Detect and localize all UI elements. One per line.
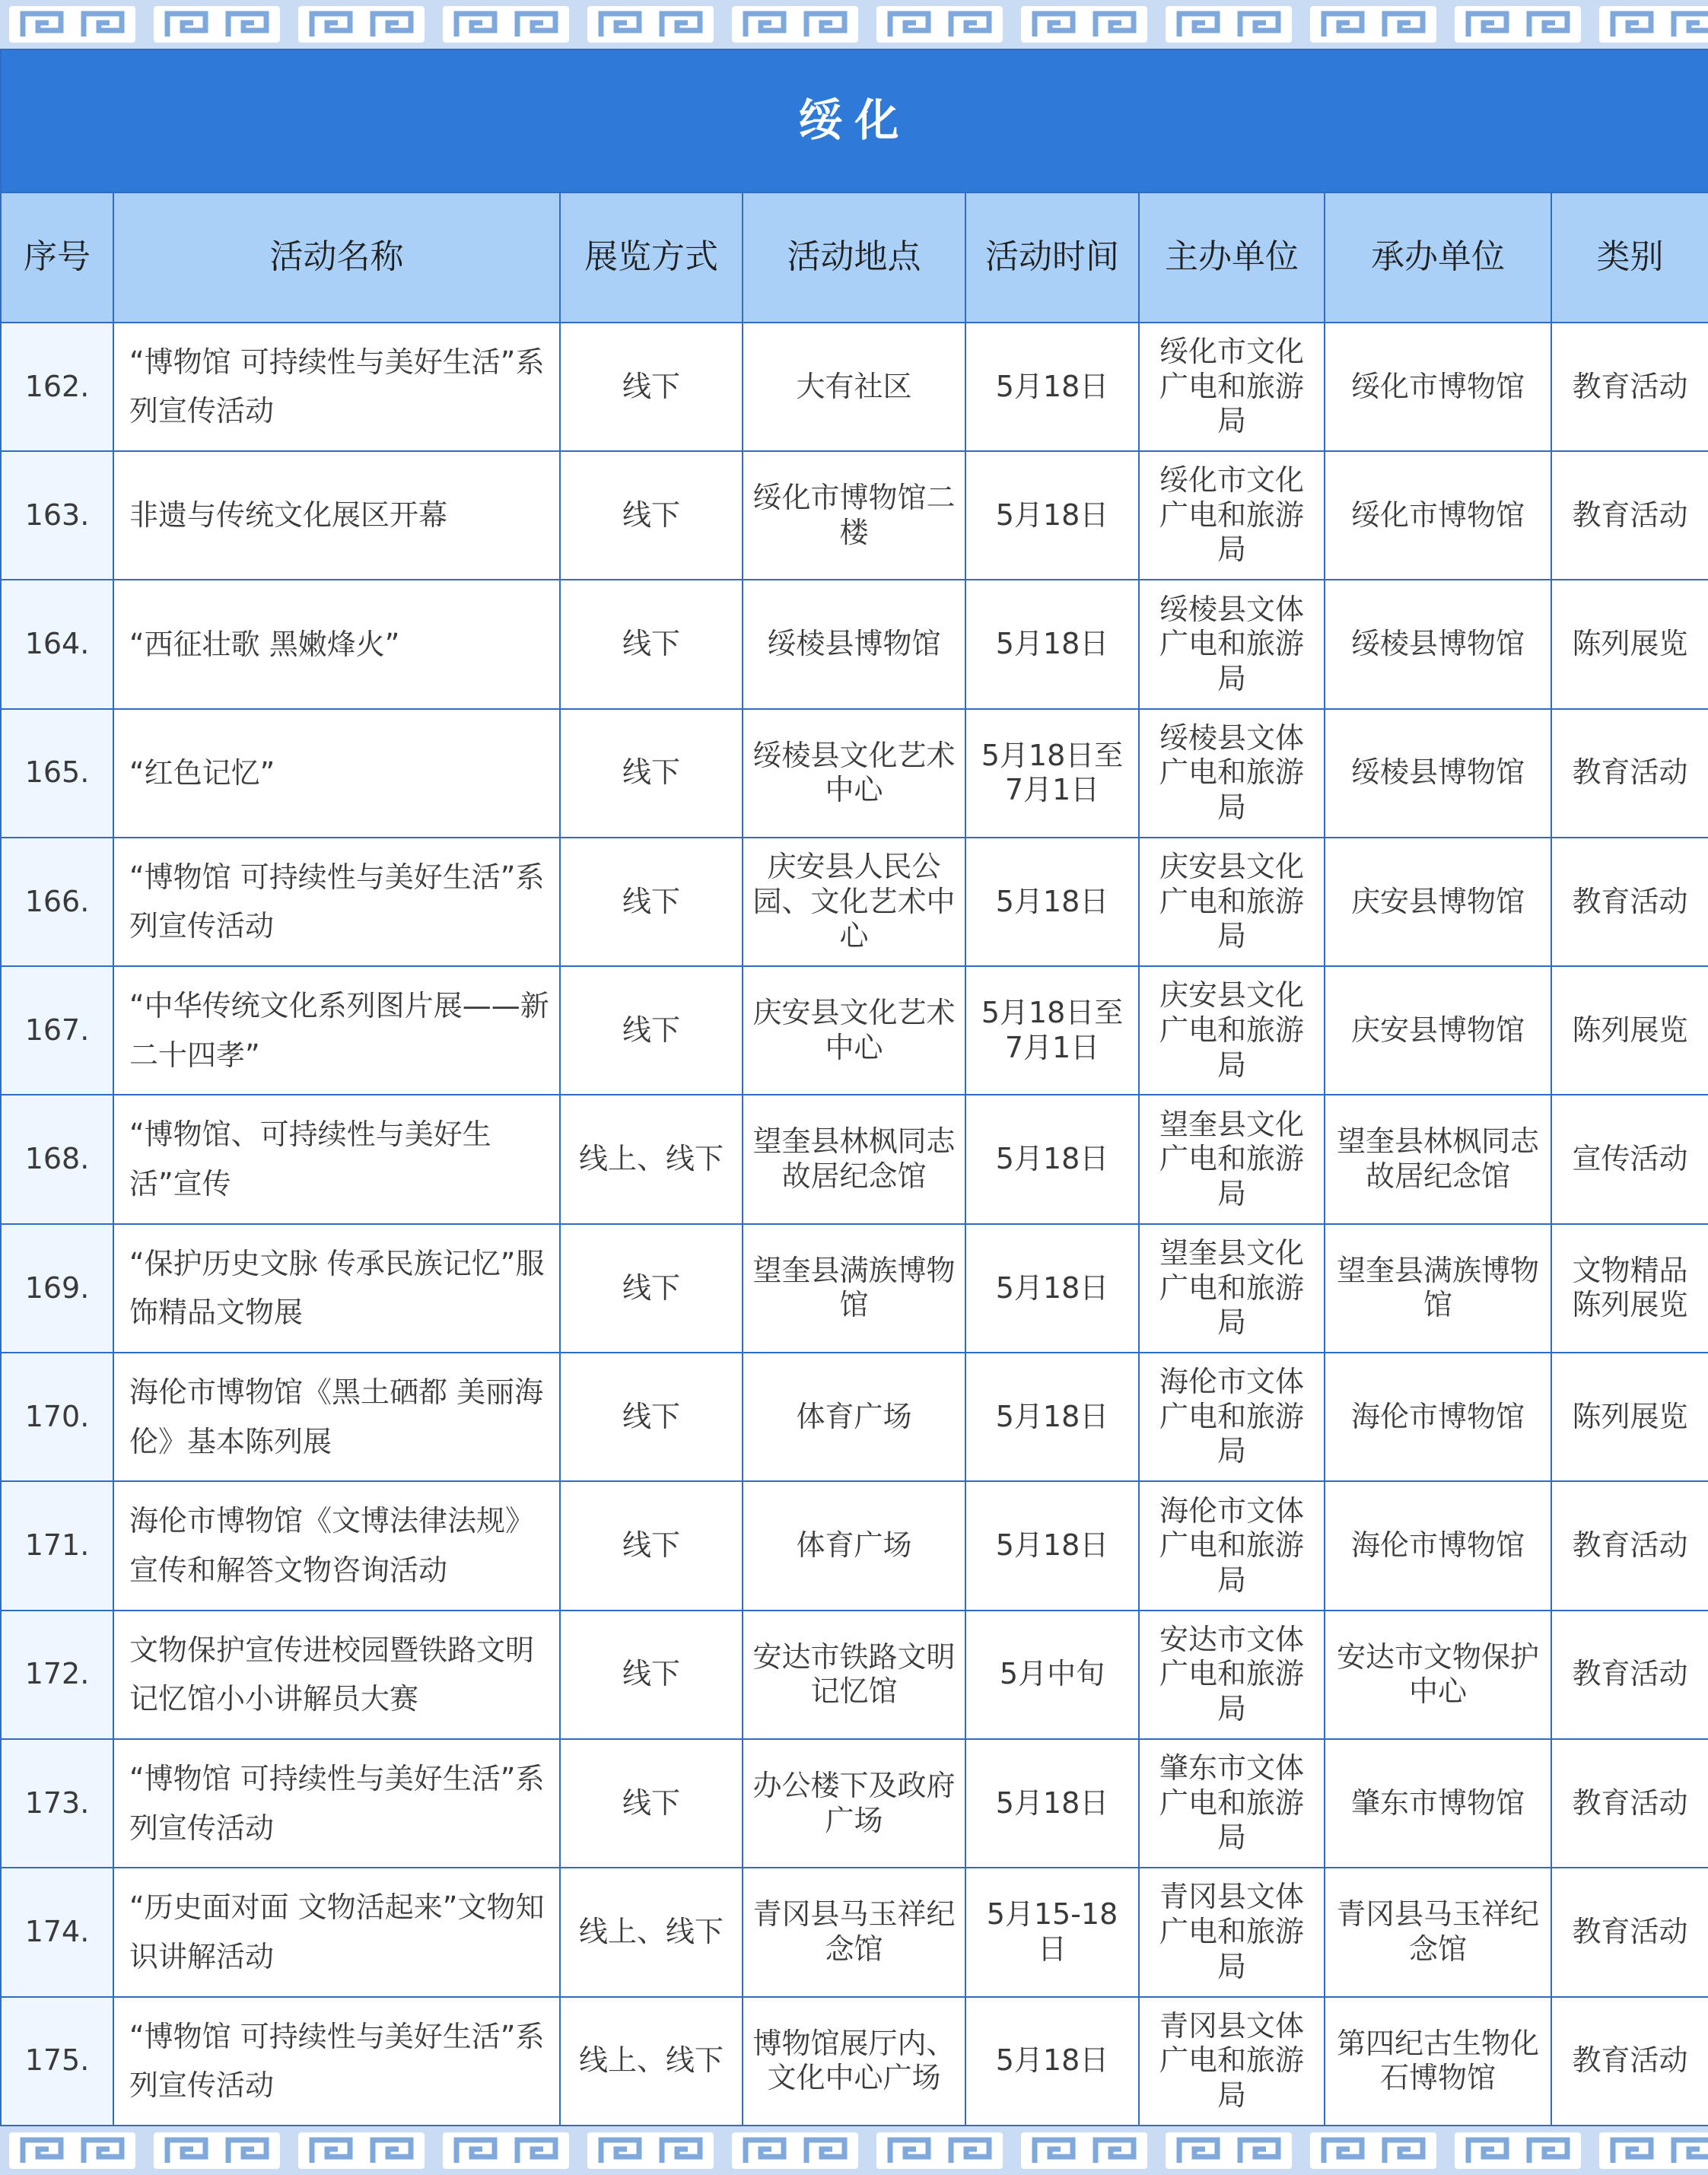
cell-number: 165. — [1, 709, 113, 838]
cell-organizer: 海伦市博物馆 — [1325, 1353, 1551, 1481]
cell-number: 169. — [1, 1224, 113, 1353]
cell-exhibition-mode: 线下 — [560, 1481, 743, 1610]
cell-number: 168. — [1, 1095, 113, 1223]
col-header-number: 序号 — [1, 192, 113, 323]
table-title: 绥化 — [1, 49, 1708, 192]
cell-category: 教育活动 — [1551, 1481, 1708, 1610]
table-row — [1, 580, 1708, 708]
table-row — [1, 1868, 1708, 1996]
cell-time: 5月中旬 — [965, 1611, 1139, 1739]
cell-category: 陈列展览 — [1551, 580, 1708, 708]
col-header-location: 活动地点 — [743, 192, 965, 323]
cell-exhibition-mode: 线下 — [560, 966, 743, 1095]
col-header-category: 类别 — [1551, 192, 1708, 323]
table-row — [1, 1095, 1708, 1223]
col-header-time: 活动时间 — [965, 192, 1139, 323]
cell-organizer: 肇东市博物馆 — [1325, 1739, 1551, 1868]
cell-location: 体育广场 — [743, 1353, 965, 1481]
col-header-activity-name: 活动名称 — [113, 192, 560, 323]
cell-category: 文物精品陈列展览 — [1551, 1224, 1708, 1353]
bottom-decorative-border — [0, 2126, 1708, 2175]
cell-number: 164. — [1, 580, 113, 708]
cell-exhibition-mode: 线上、线下 — [560, 1868, 743, 1996]
cell-location: 庆安县文化艺术中心 — [743, 966, 965, 1095]
cell-exhibition-mode: 线下 — [560, 709, 743, 838]
cell-category: 教育活动 — [1551, 838, 1708, 966]
cell-organizer: 绥棱县博物馆 — [1325, 709, 1551, 838]
cell-activity-name: 海伦市博物馆《黑土硒都 美丽海伦》基本陈列展 — [113, 1353, 560, 1481]
cell-time: 5月18日至7月1日 — [965, 966, 1139, 1095]
table-row — [1, 838, 1708, 966]
cell-category: 教育活动 — [1551, 1611, 1708, 1739]
cell-time: 5月18日 — [965, 1739, 1139, 1868]
cell-activity-name: “博物馆 可持续性与美好生活”系列宣传活动 — [113, 323, 560, 451]
col-header-exhibition-mode: 展览方式 — [560, 192, 743, 323]
cell-time: 5月18日 — [965, 1224, 1139, 1353]
cell-time: 5月18日 — [965, 838, 1139, 966]
fret-pattern-top — [0, 0, 1708, 49]
table-row — [1, 966, 1708, 1095]
cell-exhibition-mode: 线下 — [560, 1611, 743, 1739]
cell-activity-name: “保护历史文脉 传承民族记忆”服饰精品文物展 — [113, 1224, 560, 1353]
cell-exhibition-mode: 线下 — [560, 1353, 743, 1481]
cell-number: 171. — [1, 1481, 113, 1610]
cell-location: 绥棱县文化艺术中心 — [743, 709, 965, 838]
cell-exhibition-mode: 线下 — [560, 838, 743, 966]
cell-location: 绥棱县博物馆 — [743, 580, 965, 708]
table-row — [1, 1997, 1708, 2126]
cell-number: 163. — [1, 451, 113, 580]
table-row — [1, 1611, 1708, 1739]
cell-location: 办公楼下及政府广场 — [743, 1739, 965, 1868]
cell-location: 庆安县人民公园、文化艺术中心 — [743, 838, 965, 966]
table-row — [1, 323, 1708, 451]
cell-category: 教育活动 — [1551, 709, 1708, 838]
cell-host: 庆安县文化广电和旅游局 — [1139, 838, 1325, 966]
cell-number: 175. — [1, 1997, 113, 2126]
table-row — [1, 1739, 1708, 1868]
cell-category: 宣传活动 — [1551, 1095, 1708, 1223]
cell-organizer: 安达市文物保护中心 — [1325, 1611, 1551, 1739]
cell-host: 绥棱县文体广电和旅游局 — [1139, 709, 1325, 838]
cell-activity-name: “博物馆 可持续性与美好生活”系列宣传活动 — [113, 1739, 560, 1868]
cell-host: 绥化市文化广电和旅游局 — [1139, 323, 1325, 451]
cell-category: 教育活动 — [1551, 1868, 1708, 1996]
cell-exhibition-mode: 线下 — [560, 323, 743, 451]
cell-time: 5月18日 — [965, 451, 1139, 580]
table-body — [1, 323, 1708, 2126]
cell-host: 绥棱县文体广电和旅游局 — [1139, 580, 1325, 708]
cell-organizer: 海伦市博物馆 — [1325, 1481, 1551, 1610]
cell-exhibition-mode: 线下 — [560, 451, 743, 580]
cell-number: 167. — [1, 966, 113, 1095]
cell-time: 5月15-18日 — [965, 1868, 1139, 1996]
event-table — [0, 49, 1708, 2126]
cell-host: 海伦市文体广电和旅游局 — [1139, 1481, 1325, 1610]
cell-organizer: 绥棱县博物馆 — [1325, 580, 1551, 708]
table-row — [1, 451, 1708, 580]
cell-number: 172. — [1, 1611, 113, 1739]
cell-organizer: 绥化市博物馆 — [1325, 323, 1551, 451]
cell-activity-name: 文物保护宣传进校园暨铁路文明记忆馆小小讲解员大赛 — [113, 1611, 560, 1739]
cell-location: 体育广场 — [743, 1481, 965, 1610]
cell-location: 望奎县满族博物馆 — [743, 1224, 965, 1353]
cell-number: 170. — [1, 1353, 113, 1481]
cell-activity-name: “西征壮歌 黑嫩烽火” — [113, 580, 560, 708]
cell-location: 绥化市博物馆二楼 — [743, 451, 965, 580]
cell-location: 博物馆展厅内、文化中心广场 — [743, 1997, 965, 2126]
top-decorative-border — [0, 0, 1708, 49]
header-row — [1, 192, 1708, 323]
cell-exhibition-mode: 线上、线下 — [560, 1095, 743, 1223]
cell-number: 162. — [1, 323, 113, 451]
cell-activity-name: 海伦市博物馆《文博法律法规》宣传和解答文物咨询活动 — [113, 1481, 560, 1610]
cell-organizer: 绥化市博物馆 — [1325, 451, 1551, 580]
cell-host: 望奎县文化广电和旅游局 — [1139, 1095, 1325, 1223]
fret-pattern-bottom — [0, 2126, 1708, 2175]
cell-host: 青冈县文体广电和旅游局 — [1139, 1868, 1325, 1996]
cell-time: 5月18日 — [965, 580, 1139, 708]
event-table-container — [0, 49, 1708, 2126]
cell-organizer: 庆安县博物馆 — [1325, 838, 1551, 966]
cell-host: 望奎县文化广电和旅游局 — [1139, 1224, 1325, 1353]
cell-activity-name: 非遗与传统文化展区开幕 — [113, 451, 560, 580]
cell-host: 安达市文体广电和旅游局 — [1139, 1611, 1325, 1739]
cell-exhibition-mode: 线下 — [560, 580, 743, 708]
cell-time: 5月18日 — [965, 323, 1139, 451]
cell-organizer: 望奎县满族博物馆 — [1325, 1224, 1551, 1353]
cell-category: 教育活动 — [1551, 323, 1708, 451]
cell-location: 安达市铁路文明记忆馆 — [743, 1611, 965, 1739]
cell-time: 5月18日至7月1日 — [965, 709, 1139, 838]
cell-activity-name: “博物馆 可持续性与美好生活”系列宣传活动 — [113, 838, 560, 966]
cell-exhibition-mode: 线下 — [560, 1224, 743, 1353]
cell-number: 174. — [1, 1868, 113, 1996]
cell-host: 海伦市文体广电和旅游局 — [1139, 1353, 1325, 1481]
cell-time: 5月18日 — [965, 1095, 1139, 1223]
cell-time: 5月18日 — [965, 1481, 1139, 1610]
cell-host: 庆安县文化广电和旅游局 — [1139, 966, 1325, 1095]
cell-exhibition-mode: 线下 — [560, 1739, 743, 1868]
cell-category: 陈列展览 — [1551, 1353, 1708, 1481]
cell-time: 5月18日 — [965, 1353, 1139, 1481]
cell-category: 教育活动 — [1551, 451, 1708, 580]
cell-host: 绥化市文化广电和旅游局 — [1139, 451, 1325, 580]
cell-number: 166. — [1, 838, 113, 966]
cell-activity-name: “中华传统文化系列图片展——新二十四孝” — [113, 966, 560, 1095]
table-row — [1, 1224, 1708, 1353]
cell-activity-name: “红色记忆” — [113, 709, 560, 838]
cell-location: 青冈县马玉祥纪念馆 — [743, 1868, 965, 1996]
cell-category: 陈列展览 — [1551, 966, 1708, 1095]
table-row — [1, 1353, 1708, 1481]
cell-activity-name: “历史面对面 文物活起来”文物知识讲解活动 — [113, 1868, 560, 1996]
cell-time: 5月18日 — [965, 1997, 1139, 2126]
cell-activity-name: “博物馆、可持续性与美好生活”宣传 — [113, 1095, 560, 1223]
cell-location: 望奎县林枫同志故居纪念馆 — [743, 1095, 965, 1223]
table-row — [1, 709, 1708, 838]
cell-activity-name: “博物馆 可持续性与美好生活”系列宣传活动 — [113, 1997, 560, 2126]
cell-category: 教育活动 — [1551, 1997, 1708, 2126]
cell-category: 教育活动 — [1551, 1739, 1708, 1868]
cell-organizer: 第四纪古生物化石博物馆 — [1325, 1997, 1551, 2126]
table-row — [1, 1481, 1708, 1610]
cell-exhibition-mode: 线上、线下 — [560, 1997, 743, 2126]
cell-location: 大有社区 — [743, 323, 965, 451]
cell-number: 173. — [1, 1739, 113, 1868]
cell-host: 青冈县文体广电和旅游局 — [1139, 1997, 1325, 2126]
cell-organizer: 青冈县马玉祥纪念馆 — [1325, 1868, 1551, 1996]
col-header-host: 主办单位 — [1139, 192, 1325, 323]
cell-organizer: 望奎县林枫同志故居纪念馆 — [1325, 1095, 1551, 1223]
cell-host: 肇东市文体广电和旅游局 — [1139, 1739, 1325, 1868]
cell-organizer: 庆安县博物馆 — [1325, 966, 1551, 1095]
col-header-organizer: 承办单位 — [1325, 192, 1551, 323]
